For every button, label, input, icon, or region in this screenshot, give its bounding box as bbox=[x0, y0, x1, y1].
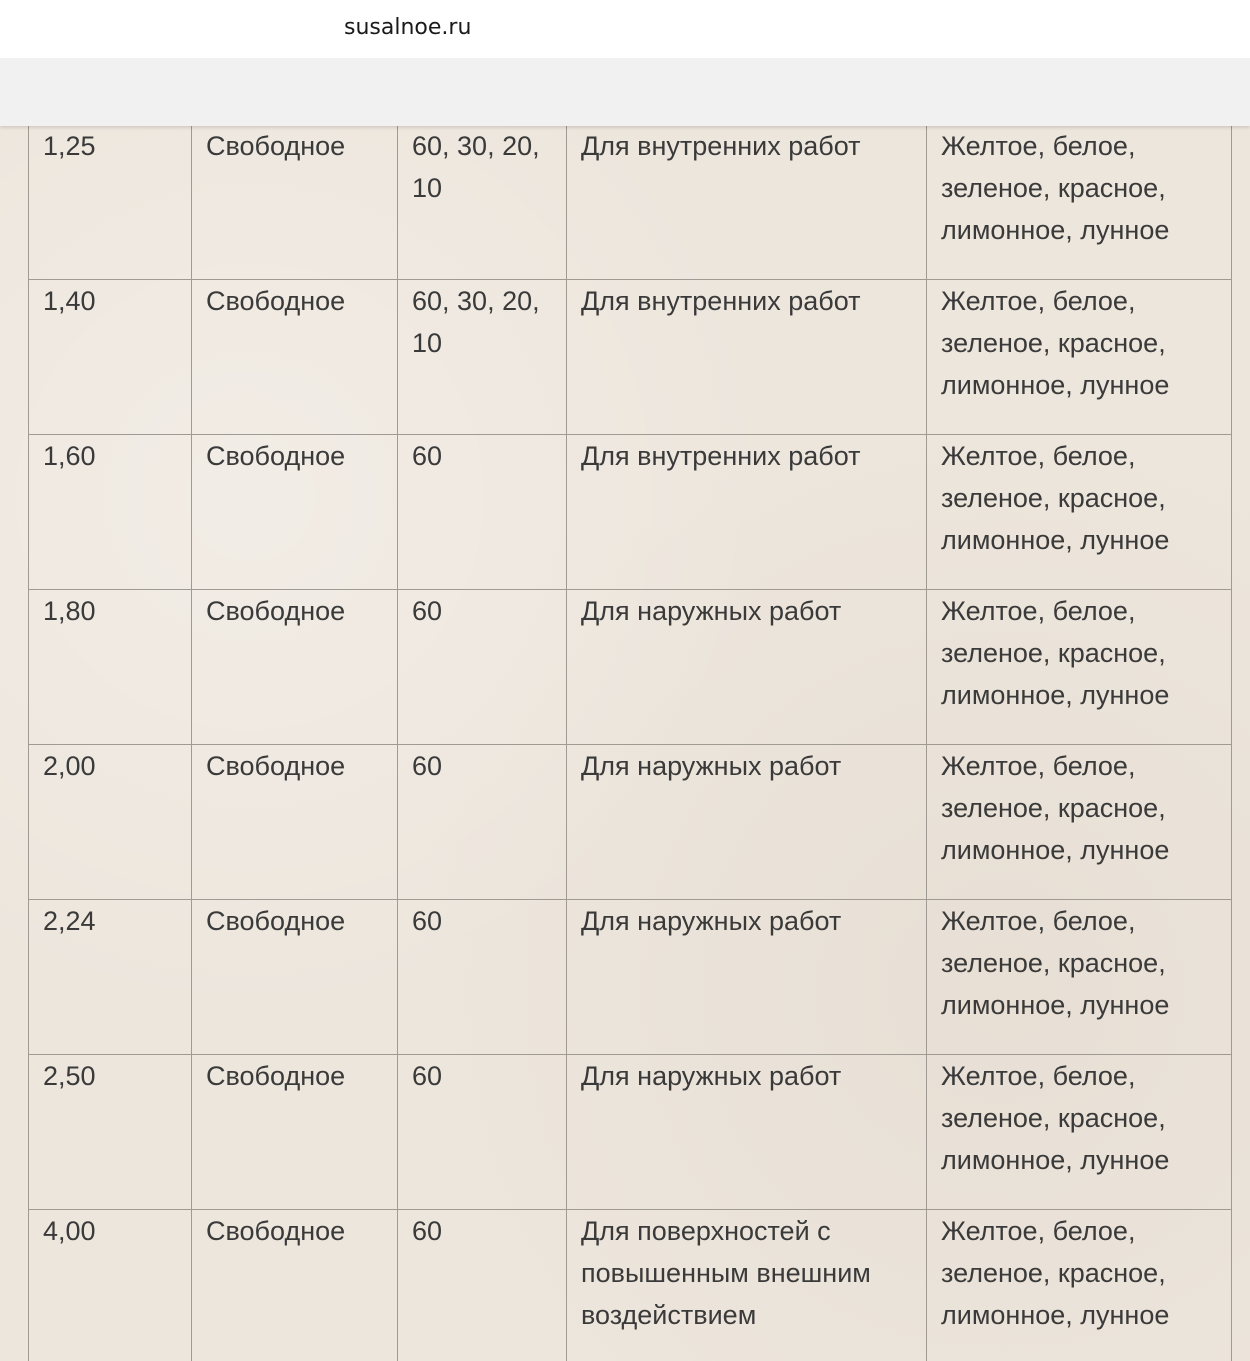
table-cell-application bbox=[192, 590, 398, 745]
cell-text: 60, 30, 20, 10 bbox=[412, 131, 540, 203]
page-content bbox=[0, 126, 1250, 1361]
browser-address-bar[interactable] bbox=[0, 0, 1250, 58]
cell-text: Свободное bbox=[206, 131, 346, 161]
cell-text: 1,60 bbox=[43, 441, 96, 471]
table-cell-colors bbox=[927, 1055, 1232, 1210]
table-cell-leaf-size bbox=[398, 435, 567, 590]
table-cell-application bbox=[192, 900, 398, 1055]
cell-text: Желтое, белое, зеленое, красное, лимонное, лунное bbox=[941, 1216, 1170, 1330]
cell-text: Желтое, белое, зеленое, красное, лимонное, лунное bbox=[941, 596, 1170, 710]
table-cell-purpose bbox=[567, 900, 927, 1055]
table-cell-application bbox=[192, 1210, 398, 1361]
cell-text: 60 bbox=[412, 441, 443, 471]
table-cell-colors bbox=[927, 900, 1232, 1055]
table-cell-thickness bbox=[29, 280, 192, 435]
table-row bbox=[29, 590, 1232, 745]
cell-text: Для внутренних работ bbox=[581, 286, 861, 316]
cell-text: Желтое, белое, зеленое, красное, лимонное, лунное bbox=[941, 1061, 1170, 1175]
table-cell-colors bbox=[927, 745, 1232, 900]
cell-text: Свободное bbox=[206, 286, 346, 316]
cell-text: 60 bbox=[412, 906, 443, 936]
page-url[interactable]: susalnoe.ru bbox=[344, 15, 472, 40]
cell-text: Свободное bbox=[206, 751, 346, 781]
cell-text: 60 bbox=[412, 1061, 443, 1091]
cell-text: Для внутренних работ bbox=[581, 131, 861, 161]
cell-text: 60 bbox=[412, 1216, 443, 1246]
table-cell-purpose bbox=[567, 280, 927, 435]
cell-text: 2,24 bbox=[43, 906, 96, 936]
table-cell-purpose bbox=[567, 1210, 927, 1361]
table-cell-colors bbox=[927, 1210, 1232, 1361]
table-cell-thickness bbox=[29, 590, 192, 745]
cell-text: Для наружных работ bbox=[581, 596, 842, 626]
cell-text: Для наружных работ bbox=[581, 906, 842, 936]
cell-text: 2,00 bbox=[43, 751, 96, 781]
cell-text: Для внутренних работ bbox=[581, 441, 861, 471]
table-cell-leaf-size bbox=[398, 1210, 567, 1361]
cell-text: Желтое, белое, зеленое, красное, лимонное, лунное bbox=[941, 286, 1170, 400]
table-cell-leaf-size bbox=[398, 900, 567, 1055]
table-row bbox=[29, 745, 1232, 900]
site-header bbox=[0, 58, 1250, 126]
cell-text: Для поверхностей с повышенным внешним воздействием bbox=[581, 1216, 871, 1330]
cell-text: 1,80 bbox=[43, 596, 96, 626]
table-cell-colors bbox=[927, 435, 1232, 590]
table-cell-purpose bbox=[567, 745, 927, 900]
table-row bbox=[29, 280, 1232, 435]
table-cell-colors bbox=[927, 590, 1232, 745]
table-cell-application bbox=[192, 126, 398, 280]
table-cell-purpose bbox=[567, 590, 927, 745]
table-cell-application bbox=[192, 1055, 398, 1210]
table-cell-application bbox=[192, 280, 398, 435]
cell-text: 4,00 bbox=[43, 1216, 96, 1246]
table-cell-thickness bbox=[29, 1055, 192, 1210]
cell-text: Для наружных работ bbox=[581, 1061, 842, 1091]
cell-text: 2,50 bbox=[43, 1061, 96, 1091]
cell-text: Свободное bbox=[206, 596, 346, 626]
table-cell-colors bbox=[927, 280, 1232, 435]
table-cell-leaf-size bbox=[398, 126, 567, 280]
table-cell-leaf-size bbox=[398, 1055, 567, 1210]
table-cell-thickness bbox=[29, 435, 192, 590]
table-row bbox=[29, 900, 1232, 1055]
cell-text: 60 bbox=[412, 751, 443, 781]
gold-leaf-table bbox=[28, 126, 1232, 1361]
table-cell-thickness bbox=[29, 745, 192, 900]
cell-text: 1,40 bbox=[43, 286, 96, 316]
table-cell-application bbox=[192, 745, 398, 900]
table-row bbox=[29, 435, 1232, 590]
cell-text: Желтое, белое, зеленое, красное, лимонное, лунное bbox=[941, 131, 1170, 245]
table-row bbox=[29, 1210, 1232, 1361]
cell-text: Свободное bbox=[206, 1216, 346, 1246]
cell-text: Свободное bbox=[206, 906, 346, 936]
cell-text: 1,25 bbox=[43, 131, 96, 161]
table-cell-thickness bbox=[29, 126, 192, 280]
cell-text: Желтое, белое, зеленое, красное, лимонное, лунное bbox=[941, 441, 1170, 555]
table-cell-leaf-size bbox=[398, 745, 567, 900]
cell-text: Желтое, белое, зеленое, красное, лимонное, лунное bbox=[941, 906, 1170, 1020]
table-row bbox=[29, 1055, 1232, 1210]
cell-text: Для наружных работ bbox=[581, 751, 842, 781]
table-cell-thickness bbox=[29, 1210, 192, 1361]
table-cell-application bbox=[192, 435, 398, 590]
table-row bbox=[29, 126, 1232, 280]
cell-text: Желтое, белое, зеленое, красное, лимонное, лунное bbox=[941, 751, 1170, 865]
cell-text: 60, 30, 20, 10 bbox=[412, 286, 540, 358]
cell-text: Свободное bbox=[206, 441, 346, 471]
table-cell-purpose bbox=[567, 1055, 927, 1210]
table-body bbox=[29, 126, 1232, 1361]
table-cell-purpose bbox=[567, 126, 927, 280]
cell-text: 60 bbox=[412, 596, 443, 626]
table-cell-thickness bbox=[29, 900, 192, 1055]
cell-text: Свободное bbox=[206, 1061, 346, 1091]
table-cell-colors bbox=[927, 126, 1232, 280]
table-cell-leaf-size bbox=[398, 590, 567, 745]
table-cell-purpose bbox=[567, 435, 927, 590]
table-cell-leaf-size bbox=[398, 280, 567, 435]
